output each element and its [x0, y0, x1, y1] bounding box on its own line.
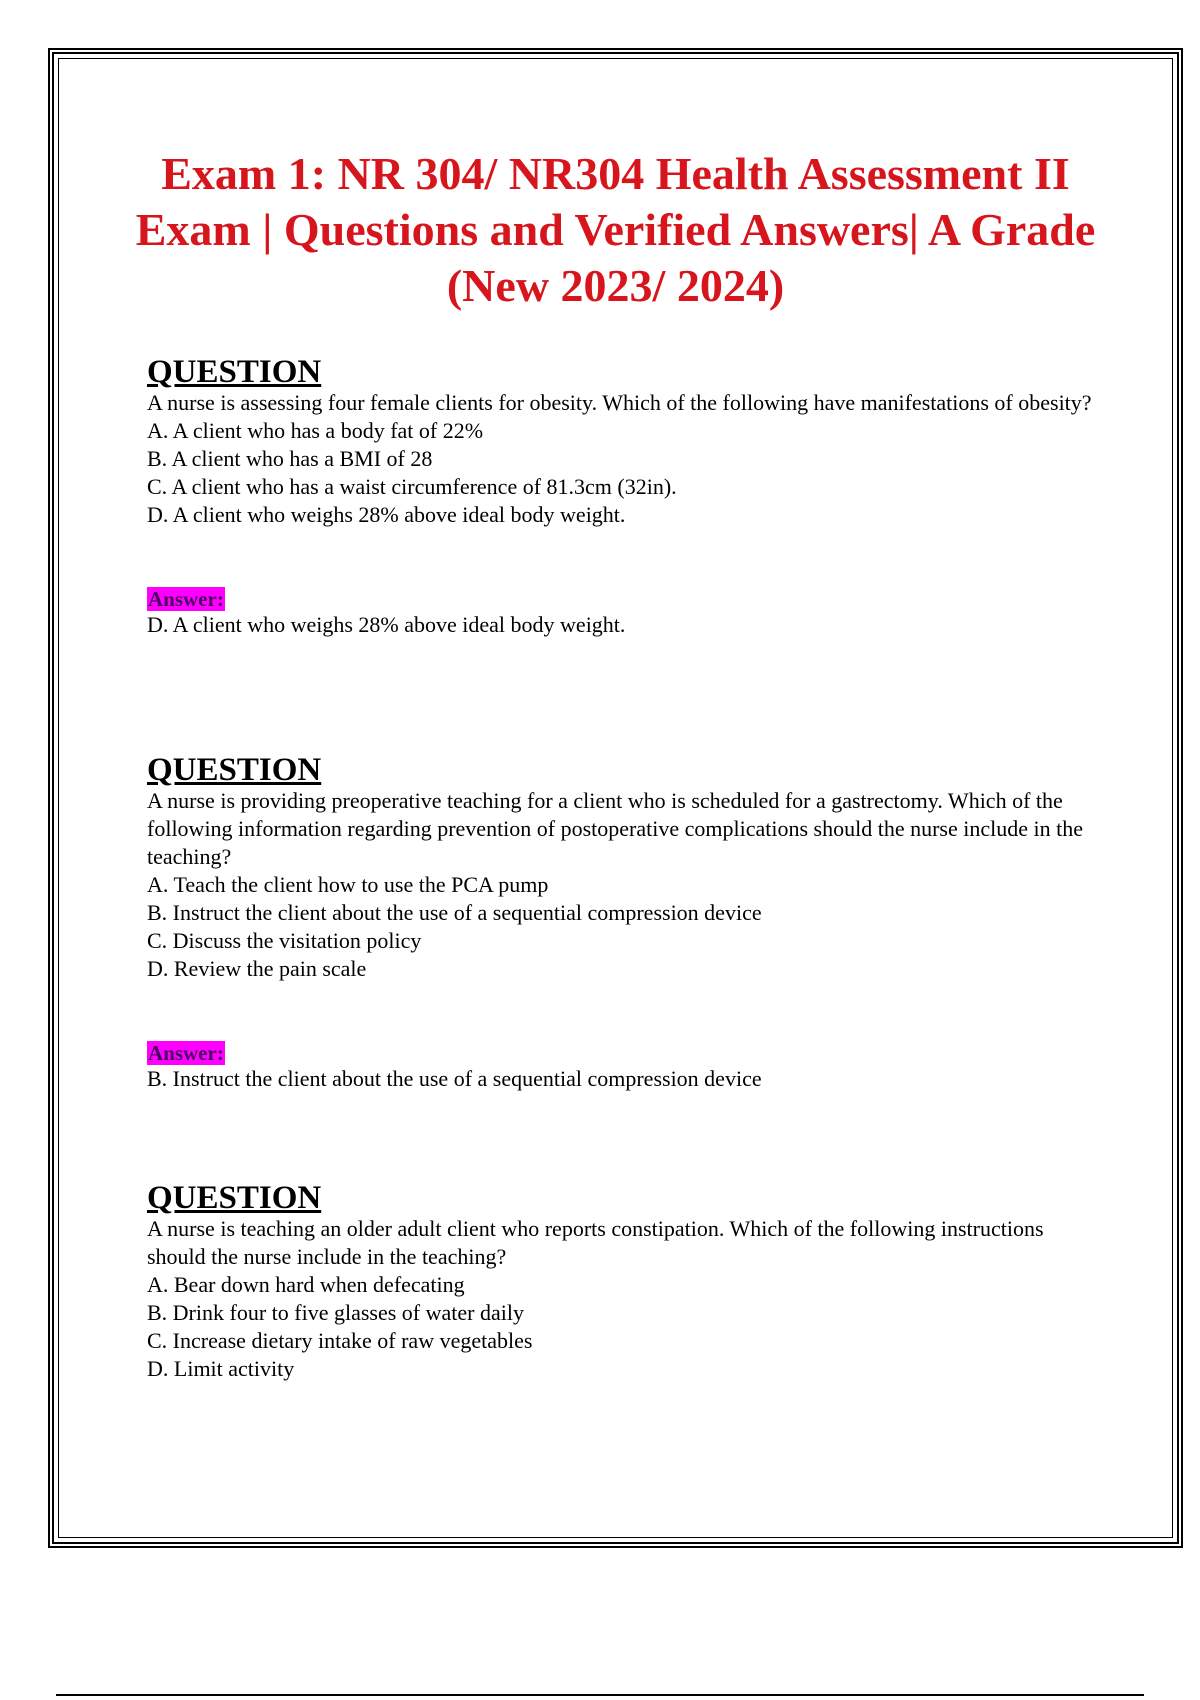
document-title: Exam 1: NR 304/ NR304 Health Assessment II Exam | Questions and Verified Answers| A Grade (New 2023/ 2024)	[135, 148, 1096, 311]
option-b: B. Instruct the client about the use of a sequential compression device	[147, 900, 762, 925]
option-a: A. A client who has a body fat of 22%	[147, 418, 484, 443]
option-b: B. Drink four to five glasses of water daily	[147, 1300, 524, 1325]
option-c: C. Discuss the visitation policy	[147, 928, 422, 953]
question-heading: QUESTION	[147, 752, 322, 788]
question-block-3	[147, 1181, 1107, 1383]
answer-label: Answer:	[148, 1041, 224, 1065]
question-heading: QUESTION	[147, 1180, 322, 1216]
question-text: A nurse is assessing four female clients for obesity. Which of the following have manifestations of obesity?	[147, 390, 1092, 415]
question-block-1	[147, 355, 1107, 639]
option-d: D. A client who weighs 28% above ideal body weight.	[147, 502, 626, 527]
option-c: C. Increase dietary intake of raw vegetables	[147, 1328, 533, 1353]
answer-block	[147, 587, 1107, 639]
option-a: A. Bear down hard when defecating	[147, 1272, 465, 1297]
answer-block	[147, 1041, 1107, 1093]
answer-label: Answer:	[148, 587, 224, 611]
option-b: B. A client who has a BMI of 28	[147, 446, 433, 471]
answer-text: D. A client who weighs 28% above ideal body weight.	[147, 612, 626, 637]
option-c: C. A client who has a waist circumference of 81.3cm (32in).	[147, 474, 677, 499]
question-block-2	[147, 753, 1107, 1093]
footer-rule	[56, 1694, 1144, 1696]
question-text: A nurse is teaching an older adult client who reports constipation. Which of the following instructions should the nurse include in the teaching?	[147, 1216, 1044, 1269]
question-text: A nurse is providing preoperative teaching for a client who is scheduled for a gastrectomy. Which of the following information regarding prevention of postoperative complications should the nurse include in the teaching?	[147, 788, 1083, 869]
option-a: A. Teach the client how to use the PCA pump	[147, 872, 549, 897]
page-border	[48, 48, 1183, 1548]
option-d: D. Review the pain scale	[147, 956, 367, 981]
option-d: D. Limit activity	[147, 1356, 295, 1381]
question-heading: QUESTION	[147, 354, 322, 390]
answer-text: B. Instruct the client about the use of a sequential compression device	[147, 1066, 762, 1091]
